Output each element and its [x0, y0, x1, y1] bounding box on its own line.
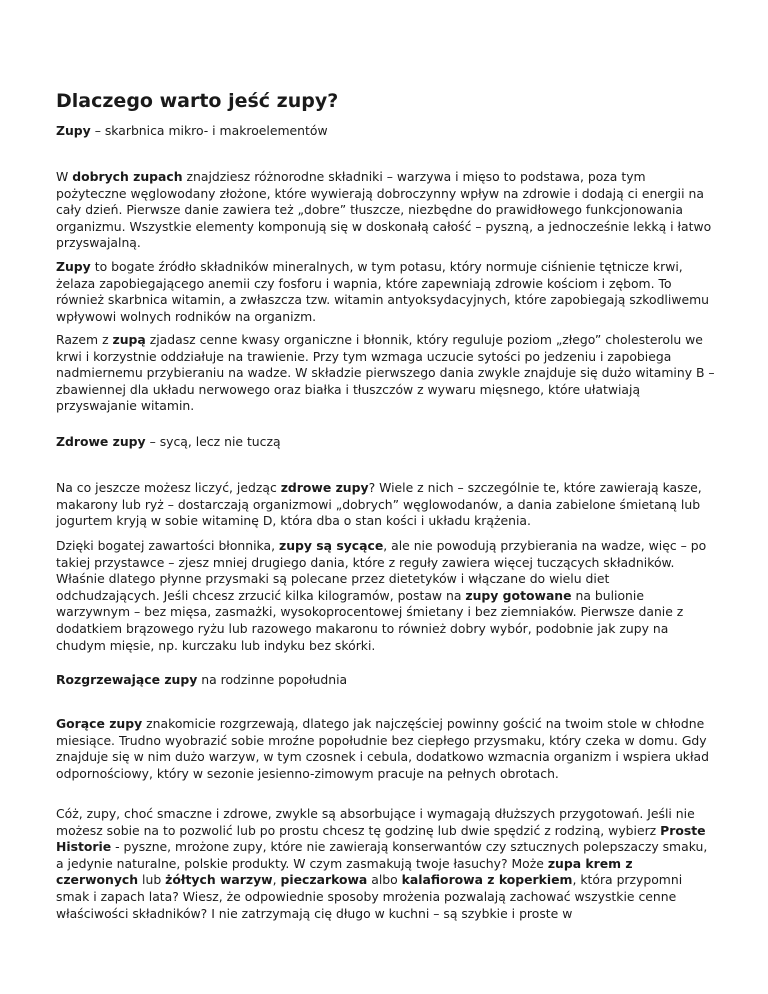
page-title: Dlaczego warto jeść zupy? — [56, 90, 339, 112]
text-run: W — [56, 169, 73, 184]
bold-run: Gorące zupy — [56, 716, 143, 731]
text-run: zjadasz cenne kwasy organiczne i błonnik, który reguluje poziom „złego” cholesterolu we krwi i korzystnie oddziałuje na trawienie. Przy tym wzmaga uczucie sytości po jedzeniu i zapobiega nadmiernemu przybieraniu na wadze. W składzie pierwszego dania zwykle znajduje się dużo witaminy B – zbawiennej dla układu nerwowego oraz białka i tłuszczów z wywaru mięsnego, które ułatwiają przyswajanie witamin. — [56, 332, 715, 414]
paragraph-4 — [56, 480, 716, 530]
section-subtitle-2 — [56, 434, 716, 451]
text-run: , która przypomni smak i zapach lata? Wiesz, że odpowiednie sposoby mrożenia pozwalają zachować wszystkie cenne właściwości składników? I nie zatrzymają cię długo w kuchni – są szybkie i proste w — [56, 872, 683, 921]
text-run: , — [272, 872, 281, 888]
subtitle-text: – sycą, lecz nie tuczą — [145, 434, 281, 449]
text-run: lub — [138, 872, 166, 888]
text-run: Cóż, zupy, choć smaczne i zdrowe, zwykle są absorbujące i wymagają dłuższych przygotowań. Jeśli nie możesz sobie na to pozwolić lub po prostu chcesz tę godzinę lub dwie spędzić z rodziną, wybierz — [56, 806, 695, 838]
text-run: Razem z — [56, 332, 113, 347]
text-run: to bogate źródło składników mineralnych, w tym potasu, który normuje ciśnienie tętnicze krwi, żelaza zapobiegającego anemii czy fosforu i wapnia, które zapewniają zdrowie kościom i zębom. To również skarbnica witamin, a zwłaszcza tzw. witamin antyoksydacyjnych, które zapobiegają szkodliwemu wpływowi wolnych rodników na organizm. — [56, 259, 709, 324]
bold-run: Proste Historie — [56, 822, 706, 855]
bold-run: zupy są sycące — [278, 538, 384, 553]
subtitle-bold: Rozgrzewające zupy — [56, 672, 198, 687]
bold-run: zupą — [112, 332, 146, 347]
text-run: ? Wiele z nich – szczególnie te, które zawierają kasze, makarony lub ryż – dostarczają organizmowi „dobrych” węglowodanów, a dania zabielone śmietaną lub jogurtem kryją w sobie witaminę D, która dba o stan kości i układu krążenia. — [56, 480, 702, 529]
bold-run: Zupy — [56, 259, 91, 274]
bold-run: zdrowe zupy — [280, 480, 369, 495]
text-run: znakomicie rozgrzewają, dlatego jak najczęściej powinny gościć na twoim stole w chłodne miesiące. Trudno wyobrazić sobie mroźne popołudnie bez ciepłego przysmaku, który czeka w domu. Gdy znajduje się w nim dużo warzyw, w tym czosnek i cebula, dodatkowo wzmacnia organizm i wspiera układ odpornościowy, który w sezonie jesienno-zimowym pracuje na pełnych obrotach. — [56, 716, 709, 781]
paragraph-3 — [56, 332, 716, 415]
bold-run: żółtych warzyw — [165, 872, 273, 888]
text-run: Dzięki bogatej zawartości błonnika, — [56, 538, 279, 553]
subtitle-text: – skarbnica mikro- i makroelementów — [90, 123, 328, 138]
text-run: , ale nie powodują przybierania na wadze, więc – po takiej przystawce – zjesz mniej drugiego dania, które z reguły zawiera więcej tuczących składników. Właśnie dlatego płynne przysmaki są polecane przez dietetyków i włączane do wielu diet odchudzających. Jeśli chcesz zrzucić kilka kilogramów, postaw na — [56, 538, 707, 603]
text-run: znajdziesz różnorodne składniki – warzywa i mięso to podstawa, poza tym pożyteczne węglowodany złożone, które wywierają dobroczynny wpływ na zdrowie i dodają ci energii na cały dzień. Pierwsze danie zawiera też „dobre” tłuszcze, niezbędne do prawidłowego funkcjonowania organizmu. Wszystkie elementy komponują się w doskonałą całość – pyszną, a jednocześnie lekką i łatwo przyswajalną. — [56, 169, 712, 251]
paragraph-6 — [56, 716, 716, 782]
paragraph-5 — [56, 538, 716, 654]
bold-run: zupa krem z czerwonych — [56, 855, 633, 888]
text-run: Na co jeszcze możesz liczyć, jedząc — [56, 480, 281, 495]
subtitle-bold: Zupy — [56, 123, 91, 138]
bold-run: pieczarkowa — [280, 872, 368, 888]
text-run: - pyszne, mrożone zupy, które nie zawierają konserwantów czy sztucznych polepszaczy smaku, a jedynie naturalne, polskie produkty. W czym zasmakują twoje łasuchy? Może — [56, 839, 708, 871]
section-subtitle-1 — [56, 123, 716, 140]
text-run: albo — [367, 872, 402, 888]
subtitle-text: na rodzinne popołudnia — [197, 672, 348, 687]
bold-run: dobrych zupach — [72, 169, 183, 184]
section-subtitle-3 — [56, 672, 716, 689]
bold-run: kalafiorowa z koperkiem — [401, 872, 573, 888]
paragraph-7 — [56, 806, 716, 922]
text-run: na bulionie warzywnym – bez mięsa, zasmażki, wysokoprocentowej śmietany i bez ziemniaków. Pierwsze danie z dodatkiem brązowego ryżu lub razowego makaronu to również dobry wybór, podobnie jak zupy na chudym mięsie, np. kurczaku lub indyku bez skórki. — [56, 587, 684, 653]
bold-run: zupy gotowane — [465, 587, 572, 603]
subtitle-bold: Zdrowe zupy — [56, 434, 146, 449]
paragraph-1 — [56, 169, 716, 252]
paragraph-2 — [56, 259, 716, 325]
